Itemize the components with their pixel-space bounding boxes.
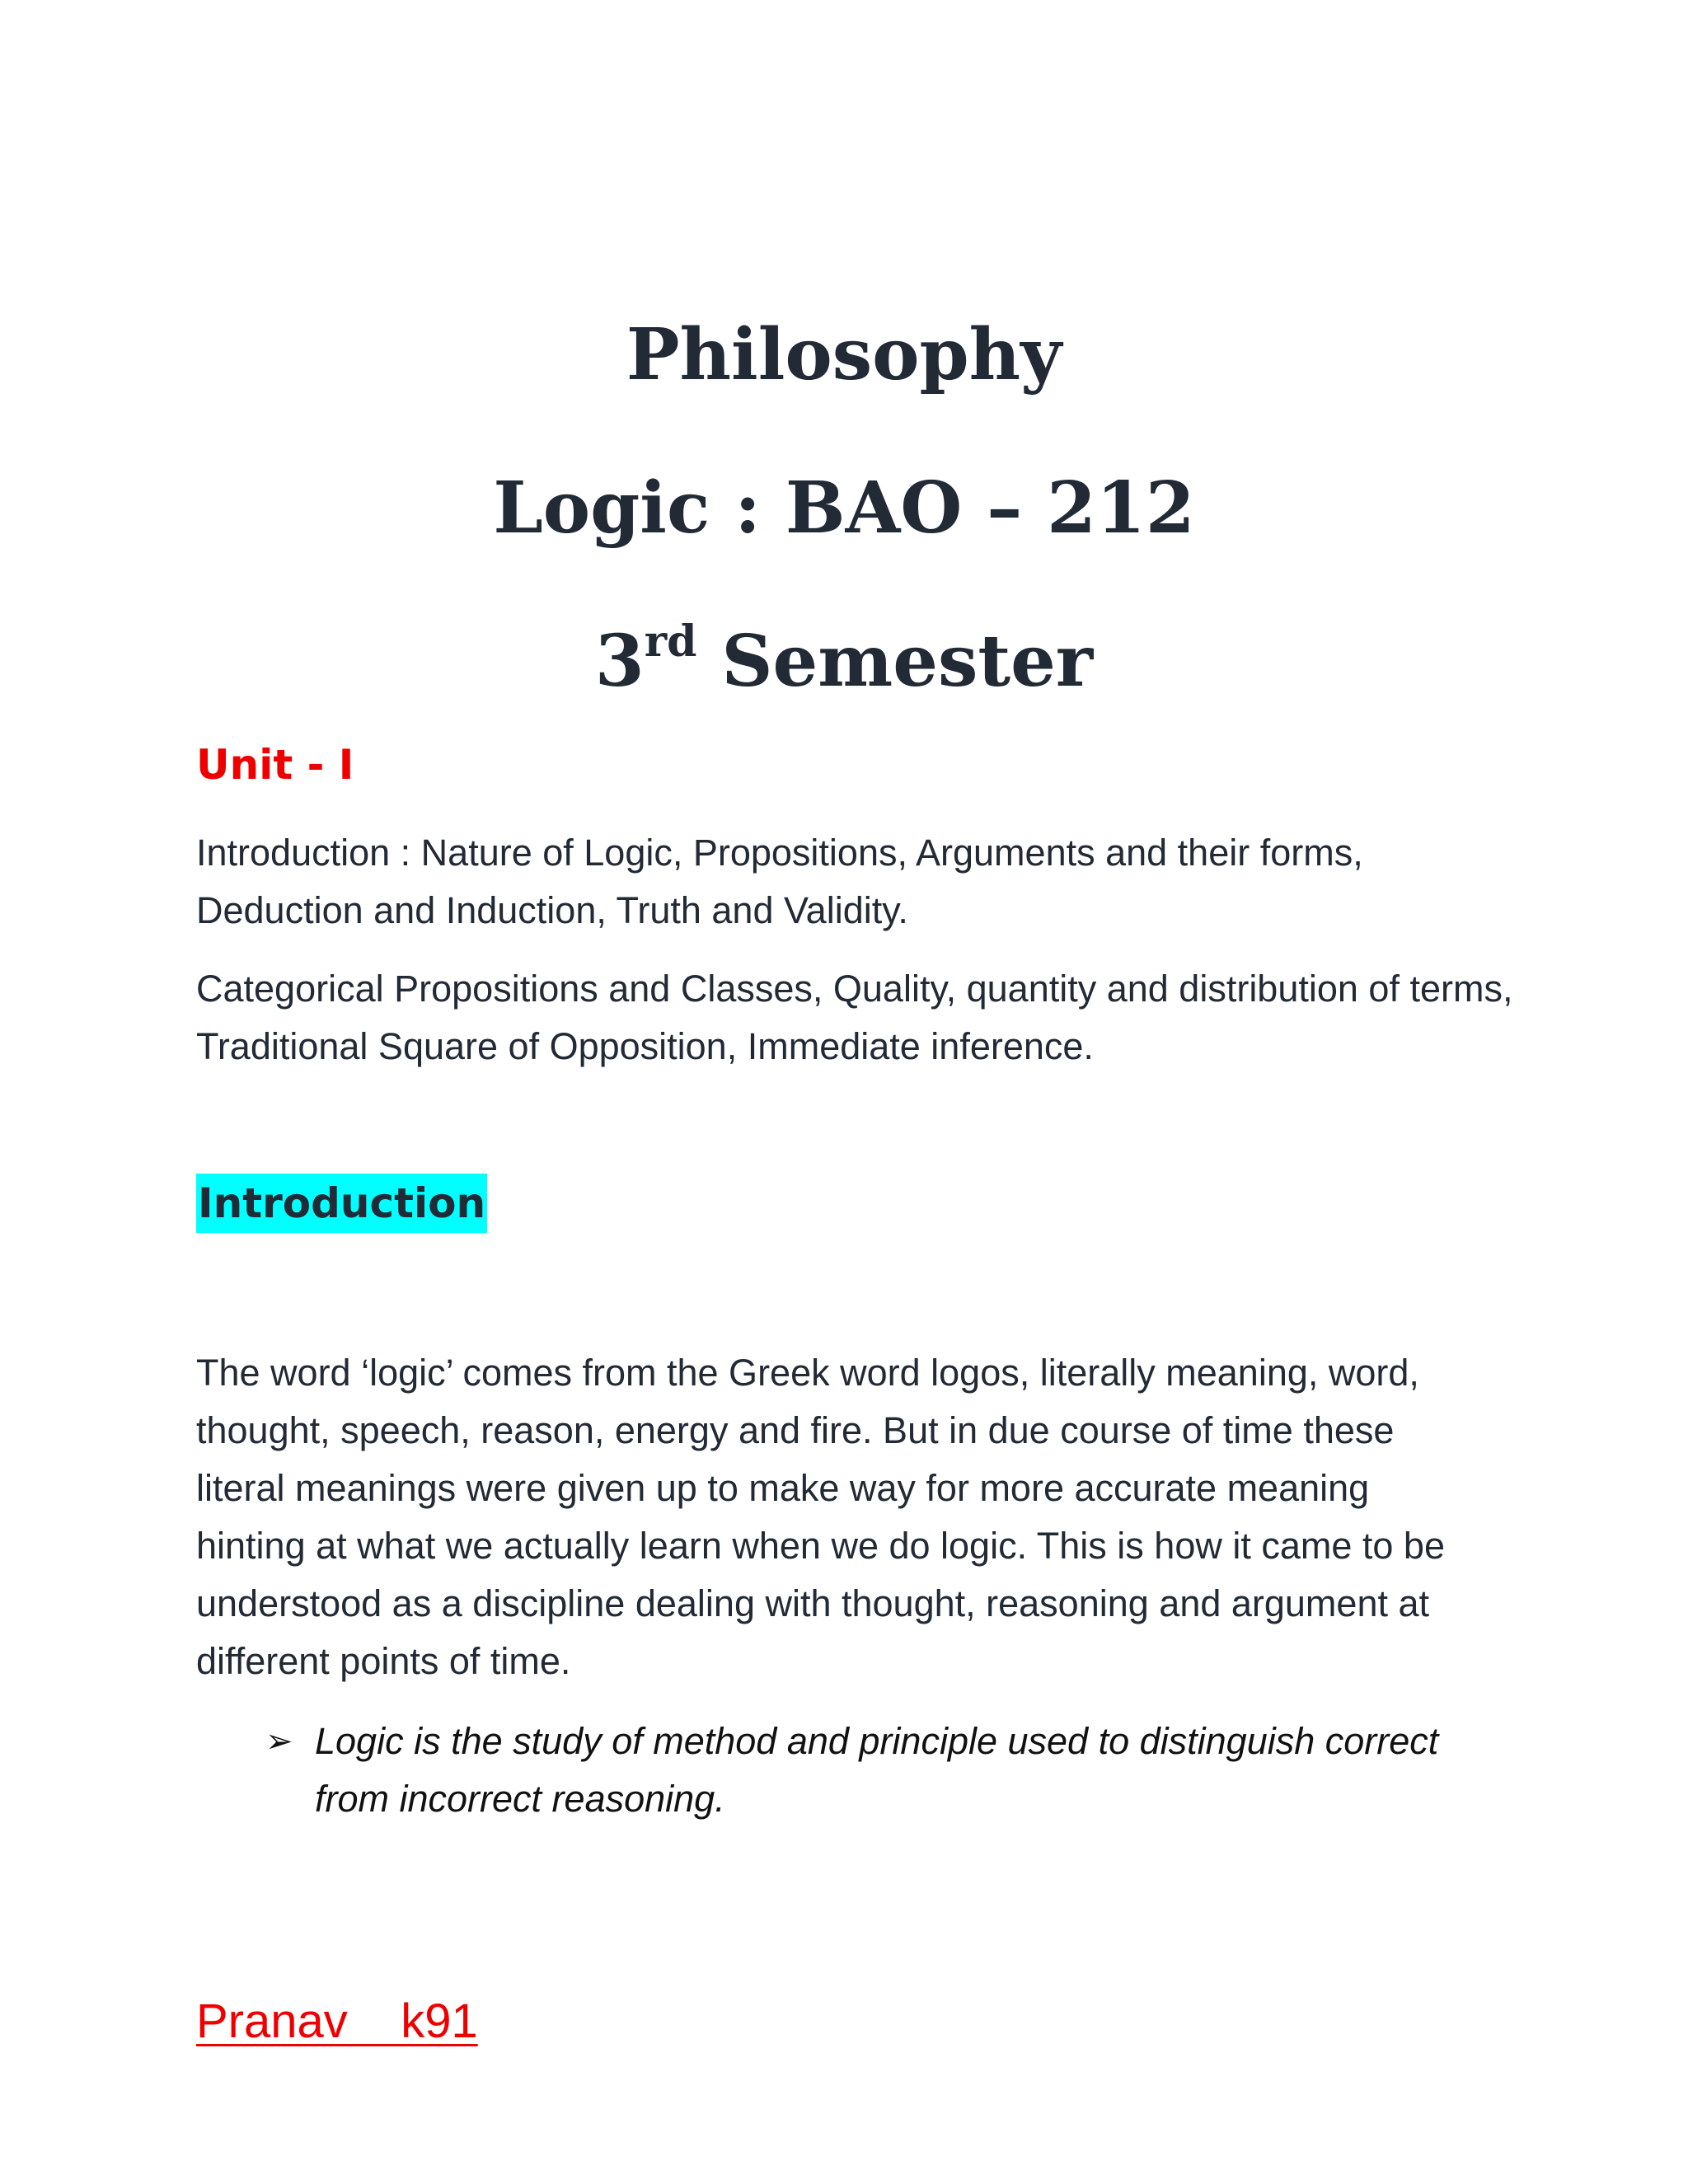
definition-text: Logic is the study of method and principle used to distinguish correct from incorrect reasoning. [315,1720,1439,1820]
author-signature: Pranav k91 [196,1994,478,2048]
semester-label: Semester [696,620,1094,703]
semester-ordinal: rd [644,616,697,667]
course-title: Philosophy [626,313,1062,396]
syllabus-lead: Introduction [196,832,391,874]
unit-heading: Unit - I [196,741,354,789]
introduction-body: The word ‘logic’ comes from the Greek word logos, literally meaning, word, thought, speech, reason, energy and fire. But in due course of time these literal meanings were given up to make way for more accurate meaning hinting at what we actually learn when we do logic. This is how it came to be understood as a discipline dealing with thought, reasoning and argument at different points of time. [196,1352,1445,1682]
semester-title [0,616,1688,704]
arrowhead-bullet-icon: ➢ [265,1723,293,1760]
unit-syllabus-paragraph-1 [196,824,1515,940]
unit-syllabus-paragraph-2: Categorical Propositions and Classes, Quality, quantity and distribution of terms, Traditional Square of Opposition, Immediate inference. [196,968,1513,1067]
title-block [0,313,1688,773]
introduction-heading: Introduction [196,1174,487,1233]
course-code: Logic : BAO – 212 [493,466,1195,550]
semester-number: 3 [594,620,645,703]
syllabus-topics: : Nature of Logic, Propositions, Arguments and their forms, Deduction and Induction, Truth and Validity. [196,832,1363,931]
definition-bullet [265,1713,1461,1828]
